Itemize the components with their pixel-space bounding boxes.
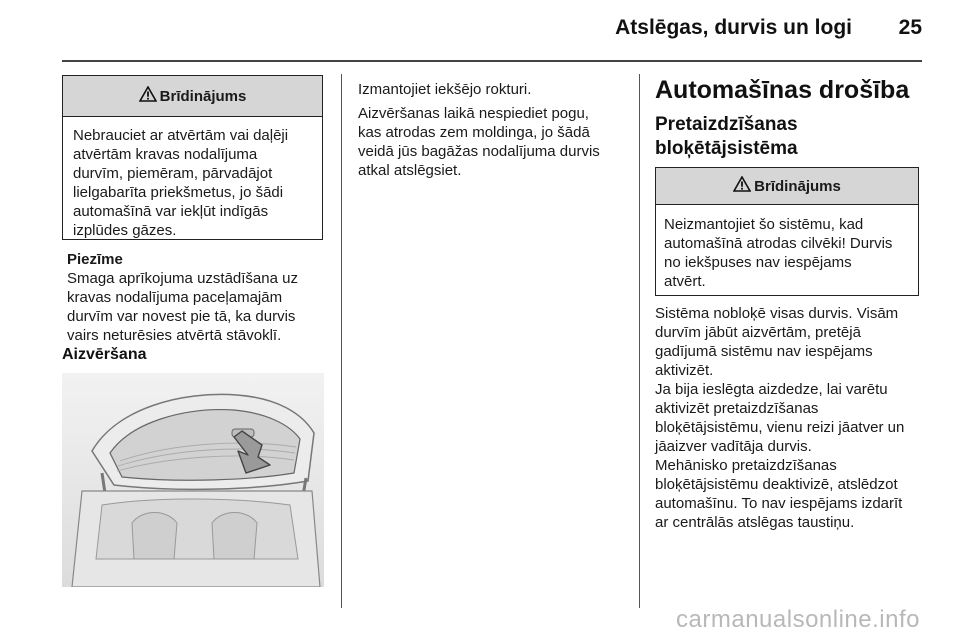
- text-line: ar centrālās atslēgas taustiņu.: [655, 514, 855, 531]
- text-line: kravas nodalījuma paceļamajām: [67, 289, 283, 306]
- text-line: veidā jūs bagāžas nodalījuma durvis: [358, 143, 600, 160]
- text-line: atvērtām kravas nodalījuma: [73, 146, 258, 163]
- text-line: bloķētājsistēmu, vienu reizi jāatver un: [655, 419, 905, 436]
- tailgate-closing-illustration: [62, 373, 324, 587]
- note-label: Piezīme: [67, 251, 123, 268]
- text-line: Mehānisko pretaizdzīšanas: [655, 457, 837, 474]
- text-line: Smaga aprīkojuma uzstādīšana uz: [67, 270, 298, 287]
- text-line: lielgabarīta priekšmetus, jo šādi: [73, 184, 284, 201]
- text-line: automašīnā var iekļūt indīgās: [73, 203, 269, 220]
- text-line: automašīnu. To nav iespējams izdarīt: [655, 495, 903, 512]
- text-line: kas atrodas zem moldinga, jo šādā: [358, 124, 590, 141]
- text-line: durvīm var novest pie tā, ka durvis: [67, 308, 296, 325]
- text-line: aktivizēt pretaizdzīšanas: [655, 400, 819, 417]
- text-line: atvērt.: [664, 273, 706, 290]
- warning-box-header: [63, 76, 322, 117]
- right-paragraph-3: [655, 456, 935, 532]
- section-heading-closing: Aizvēršana: [62, 346, 147, 363]
- text-line: no iekšpuses nav iespējams: [664, 254, 852, 271]
- warning-box-left: [62, 75, 323, 240]
- text-line: durvīm jābūt aizvērtām, pretējā: [655, 324, 861, 341]
- text-line: Aizvēršanas laikā nespiediet pogu,: [358, 105, 589, 122]
- text-line: Sistēma nobloķē visas durvis. Visām: [655, 305, 899, 322]
- warning-box-heading: Brīdinājums: [754, 177, 841, 195]
- text-line: durvīm, piemēram, pārvadājot: [73, 165, 273, 182]
- text-line: aktivizēt.: [655, 362, 714, 379]
- text-line: bloķētājsistēmu deaktivizē, atslēdzot: [655, 476, 898, 493]
- text-line: atkal atslēgsiet.: [358, 162, 462, 179]
- page-number: 25: [898, 16, 922, 39]
- note-block: [67, 250, 337, 345]
- right-paragraph-2: [655, 380, 935, 456]
- text-line: Nebrauciet ar atvērtām vai daļēji: [73, 127, 289, 144]
- warning-box-text: [656, 205, 918, 301]
- watermark-text: carmanualsonline.info: [676, 606, 920, 633]
- warning-box-text: [63, 117, 322, 250]
- text-line: automašīnā atrodas cilvēki! Durvis: [664, 235, 893, 252]
- text-line: gadījumā sistēmu nav iespējams: [655, 343, 873, 360]
- text-line: Izmantojiet iekšējo rokturi.: [358, 81, 532, 98]
- text-line: jāaizver vadītāja durvis.: [655, 438, 812, 455]
- warning-triangle-icon: [733, 176, 751, 196]
- header-divider: [62, 60, 922, 62]
- section-title-vehicle-security: Automašīnas drošība: [655, 76, 910, 104]
- text-line: izplūdes gāzes.: [73, 222, 177, 239]
- right-paragraph-1: [655, 304, 935, 380]
- column-divider-right: [639, 74, 640, 608]
- subsection-title-antitheft: [655, 113, 798, 161]
- middle-paragraph-2: [358, 104, 633, 180]
- middle-paragraph-1: [358, 80, 633, 99]
- text-line: bloķētājsistēma: [655, 138, 798, 159]
- text-line: vairs neturēsies atvērtā stāvoklī.: [67, 327, 282, 344]
- text-line: Pretaizdzīšanas: [655, 114, 798, 135]
- warning-box-right: [655, 167, 919, 296]
- warning-triangle-icon: [139, 86, 157, 106]
- text-line: Ja bija ieslēgta aizdedze, lai varētu: [655, 381, 888, 398]
- page-header-title: Atslēgas, durvis un logi: [615, 16, 852, 39]
- warning-box-header: [656, 168, 918, 205]
- column-divider-left: [341, 74, 342, 608]
- warning-box-heading: Brīdinājums: [159, 87, 247, 105]
- text-line: Neizmantojiet šo sistēmu, kad: [664, 216, 864, 233]
